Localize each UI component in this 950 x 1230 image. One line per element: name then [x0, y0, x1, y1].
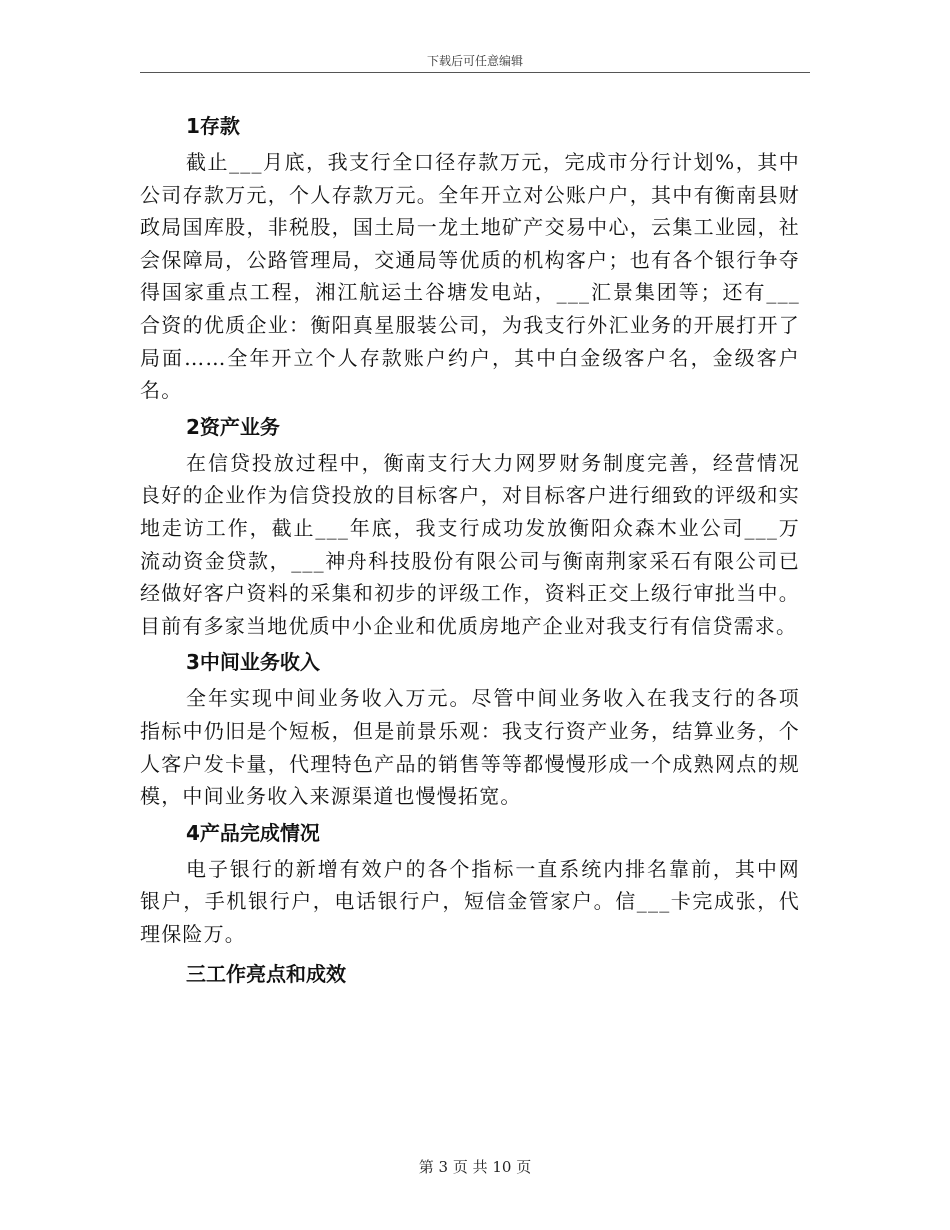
section-heading-assets: 2资产业务 [186, 414, 280, 439]
section-paragraph-product-completion: 电子银行的新增有效户的各个指标一直系统内排名靠前，其中网银户，手机银行户，电话银行户，短信金管家户。信___卡完成张，代理保险万。 [140, 856, 800, 946]
header-divider [140, 72, 810, 73]
section-paragraph-deposits: 截止___月底，我支行全口径存款万元，完成市分行计划%，其中公司存款万元，个人存款万元。全年开立对公账户户，其中有衡南县财政局国库股，非税股，国土局一龙土地矿产交易中心，云集工业园，社会保障局，公路管理局，交通局等优质的机构客户；也有各个银行争夺得国家重点工程，湘江航运土谷塘发电站，___汇景集团等；还有___合资的优质企业：衡阳真星服装公司，为我支行外汇业务的开展打开了局面……全年开立个人存款账户约户，其中白金级客户名，金级客户名。 [140, 150, 800, 403]
section-paragraph-intermediate-income: 全年实现中间业务收入万元。尽管中间业务收入在我支行的各项指标中仍旧是个短板，但是前景乐观：我支行资产业务，结算业务，个人客户发卡量，代理特色产品的销售等等都慢慢形成一个成熟网点的规模，中间业务收入来源渠道也慢慢拓宽。 [140, 686, 800, 809]
page-header: 下载后可任意编辑 [426, 54, 523, 68]
document-body [140, 110, 800, 994]
section-heading-product-completion: 4产品完成情况 [186, 820, 320, 845]
section-heading-highlights: 三工作亮点和成效 [186, 962, 346, 987]
section-heading-intermediate-income: 3中间业务收入 [186, 650, 320, 675]
section-heading-deposits: 1存款 [186, 114, 240, 138]
section-paragraph-assets: 在信贷投放过程中，衡南支行大力网罗财务制度完善，经营情况良好的企业作为信贷投放的目标客户，对目标客户进行细致的评级和实地走访工作，截止___年底，我支行成功发放衡阳众森木业公司___万流动资金贷款，___神舟科技股份有限公司与衡南荆家采石有限公司已经做好客户资料的采集和初步的评级工作，资料正交上级行审批当中。目前有多家当地优质中小企业和优质房地产企业对我支行有信贷需求。 [140, 450, 800, 638]
page-footer: 第 3 页 共 10 页 [418, 1158, 532, 1176]
